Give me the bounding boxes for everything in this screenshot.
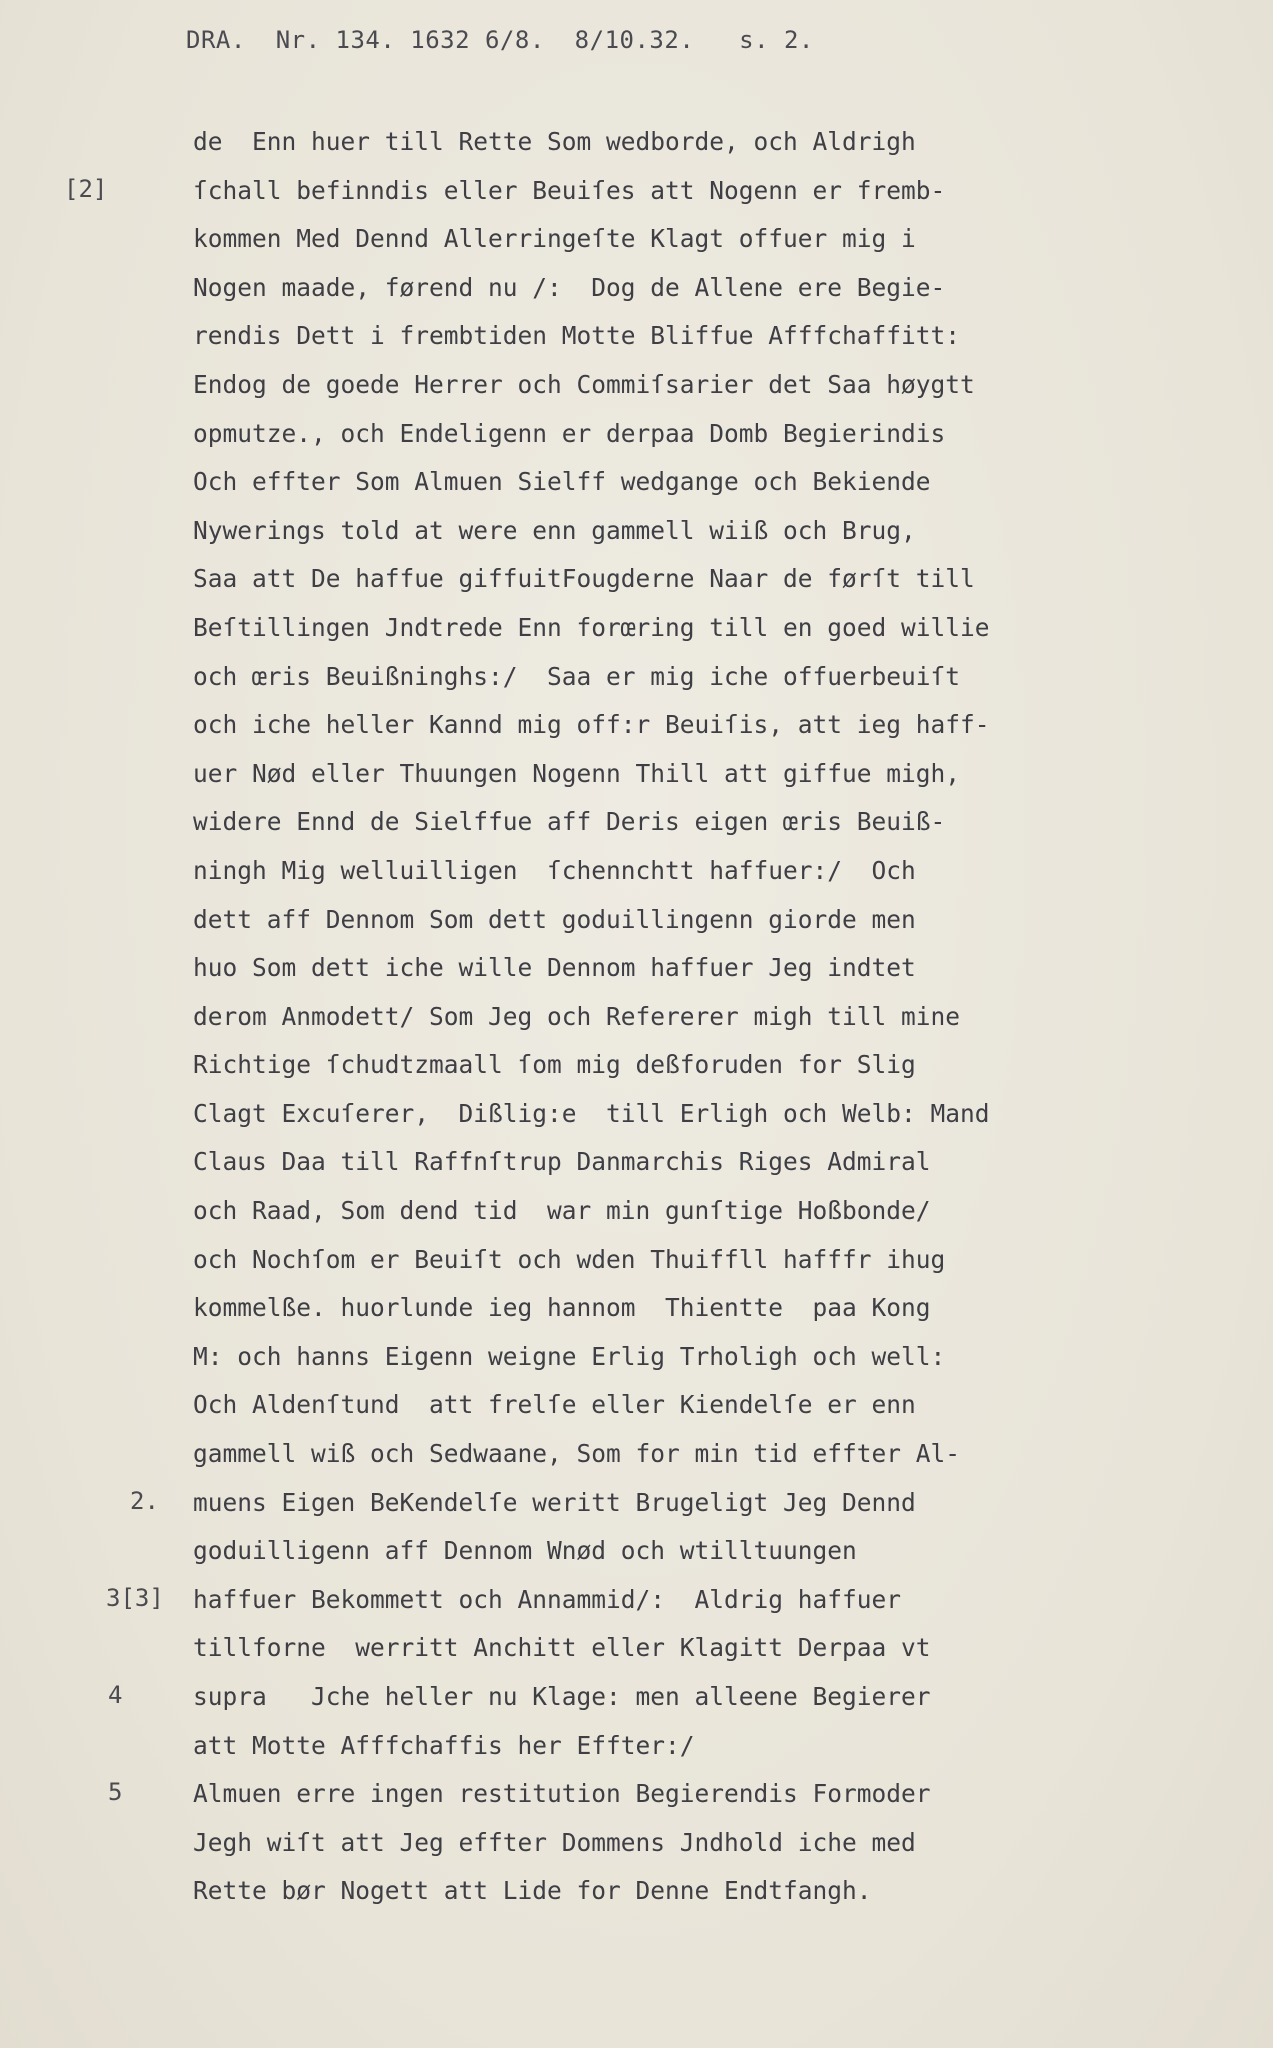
text-line: Rette bør Nogett att Lide for Denne Endtfangh.	[193, 1876, 872, 1906]
text-line: Clagt Excuſerer, Dißlig:e till Erligh och Welb: Mand	[193, 1098, 990, 1128]
text-line: och Nochſom er Beuiſt och wden Thuiffll hafffr ihug	[193, 1244, 946, 1274]
text-line: Endog de goede Herrer och Commiſsarier det Saa høygtt	[193, 369, 975, 399]
transcription-body	[193, 118, 1193, 1916]
text-line: Saa att De haffue giffuitFougderne Naar de førſt till	[193, 564, 975, 594]
margin-note: 3[3]	[106, 1584, 164, 1612]
text-line: gammell wiß och Sedwaane, Som for min tid effter Al-	[193, 1439, 961, 1469]
text-line: och iche heller Kannd mig off:r Beuiſis, att ieg haff-	[193, 710, 990, 740]
text-line: kommelße. huorlunde ieg hannom Thientte paa Kong	[193, 1293, 931, 1323]
text-line: rendis Dett i frembtiden Motte Bliffue Afffchaffitt:	[193, 321, 961, 351]
margin-note: 2.	[130, 1486, 159, 1515]
text-line: M: och hanns Eigenn weigne Erlig Trholigh och well:	[193, 1341, 946, 1371]
text-line: derom Anmodett/ Som Jeg och Refererer migh till mine	[193, 1001, 961, 1031]
text-line: supra Jche heller nu Klage: men alleene Begierer	[193, 1682, 931, 1711]
text-line: dett aff Dennom Som dett goduillingenn giorde men	[193, 904, 916, 934]
text-line: ningh Mig welluilligen ſchennchtt haffuer:/ Och	[193, 855, 916, 885]
text-line: att Motte Afffchaffis her Effter:/	[193, 1730, 695, 1760]
text-line: Och effter Som Almuen Sielff wedgange och Bekiende	[193, 467, 931, 497]
text-line: goduilligenn aff Dennom Wnød och wtilltuungen	[193, 1536, 857, 1566]
text-line: huo Som dett iche wille Dennom haffuer Jeg indtet	[193, 953, 916, 983]
text-line: ſchall befinndis eller Beuiſes att Nogenn er fremb-	[193, 175, 946, 205]
margin-note: [2]	[64, 174, 108, 203]
text-line: Nogen maade, førend nu /: Dog de Allene ere Begie-	[193, 272, 946, 302]
margin-note: 5	[108, 1778, 123, 1807]
text-line: Jegh wiſt att Jeg effter Dommens Jndhold iche med	[193, 1827, 916, 1857]
text-line: Richtige ſchudtzmaall ſom mig deßforuden for Slig	[193, 1050, 916, 1080]
text-line: och Raad, Som dend tid war min gunſtige Hoßbonde/	[193, 1196, 931, 1226]
text-line: Beſtillingen Jndtrede Enn forœring till en goed willie	[193, 612, 990, 642]
text-line: Och Aldenſtund att frelſe eller Kiendelſe er enn	[193, 1390, 916, 1420]
text-line: Almuen erre ingen restitution Begierendis Formoder	[193, 1779, 931, 1809]
text-line: Claus Daa till Raffnſtrup Danmarchis Riges Admiral	[193, 1147, 931, 1177]
text-line: widere Ennd de Sielffue aff Deris eigen œris Beuiß-	[193, 807, 946, 837]
archive-header: DRA. Nr. 134. 1632 6/8. 8/10.32. s. 2.	[186, 26, 814, 54]
text-line: och œris Beuißninghs:/ Saa er mig iche offuerbeuiſt	[193, 661, 961, 691]
text-line: de Enn huer till Rette Som wedborde, och Aldrigh	[193, 127, 916, 156]
text-line: muens Eigen BeKendelſe weritt Brugeligt Jeg Dennd	[193, 1487, 916, 1517]
margin-note: 4	[108, 1681, 123, 1710]
text-line: opmutze., och Endeligenn er derpaa Domb Begierindis	[193, 418, 946, 448]
text-line: kommen Med Dennd Allerringeſte Klagt offuer mig i	[193, 224, 916, 254]
text-line: tillforne werritt Anchitt eller Klagitt Derpaa vt	[193, 1633, 931, 1663]
text-line: haffuer Bekommett och Annammid/: Aldrig haffuer	[193, 1584, 902, 1614]
text-line: uer Nød eller Thuungen Nogenn Thill att giffue migh,	[193, 758, 961, 788]
text-line: Nywerings told at were enn gammell wiiß och Brug,	[193, 515, 916, 545]
